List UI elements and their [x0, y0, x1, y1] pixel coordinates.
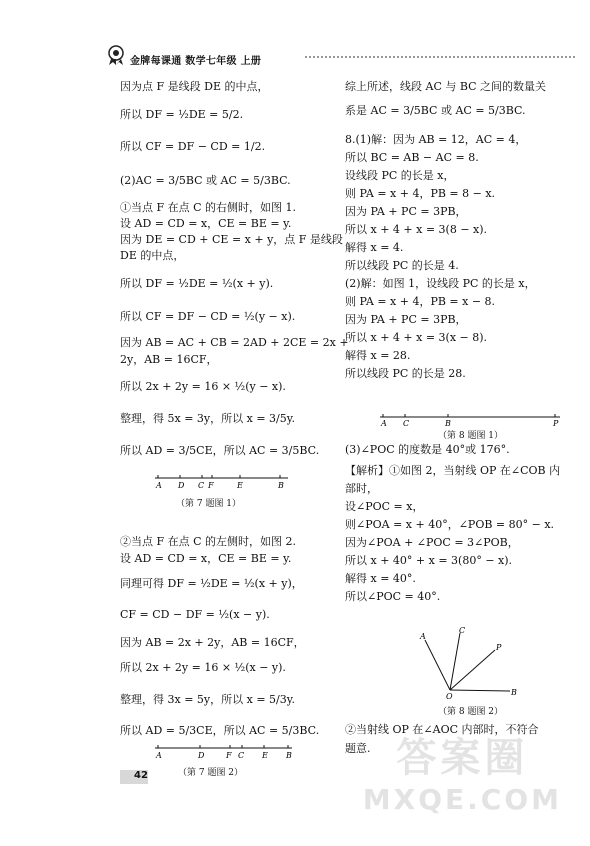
fig-label: C: [403, 419, 410, 428]
text-line: 解得 x = 40°.: [345, 572, 416, 585]
page-number-badge: [120, 770, 148, 784]
text-line: (2)AC = 3/5BC 或 AC = 5/3BC.: [120, 174, 291, 187]
text-line: 所以线段 PC 的长是 4.: [345, 259, 459, 272]
fig-label: O: [446, 692, 453, 700]
header-title: 金牌每课通 数学七年级 上册: [130, 56, 262, 67]
text-line: 所以 x + 4 + x = 3(8 − x).: [345, 223, 488, 236]
fig-label: F: [208, 481, 214, 490]
fig8-1-caption: （第 8 题图 1）: [438, 431, 504, 441]
text-line: 题意.: [345, 742, 371, 755]
book-logo-icon: [104, 44, 128, 66]
fig7-1-caption: （第 7 题图 1）: [176, 499, 242, 509]
text-line: 所以 2x + 2y = 16 × ½(x − y).: [120, 661, 286, 674]
fig-label: A: [156, 751, 162, 760]
fig7-2-caption: （第 7 题图 2）: [178, 768, 244, 778]
text-line: (3)∠POC 的度数是 40°或 176°.: [345, 443, 510, 456]
watermark-line1: 答案圈: [396, 735, 529, 781]
text-line: 所以 x + 4 + x = 3(x − 8).: [345, 331, 488, 344]
text-line: DE 的中点，: [120, 249, 185, 262]
fig-label: P: [553, 419, 559, 428]
fig8-2-caption: （第 8 题图 2）: [438, 707, 504, 717]
text-line: 设∠POC = x，: [345, 500, 424, 513]
text-line: 解得 x = 4.: [345, 241, 404, 254]
text-line: 所以 AD = 3/5CE，所以 AC = 3/5BC.: [120, 444, 320, 457]
text-line: 因为∠POA + ∠POC = 3∠POB，: [345, 536, 519, 549]
text-line: 则∠POA = x + 40°，∠POB = 80° − x.: [345, 518, 555, 531]
fig-label: A: [156, 481, 162, 490]
fig-label: B: [445, 419, 451, 428]
figure-8-1: [375, 408, 565, 430]
text-line: 所以 CF = DF − CD = 1/2.: [120, 140, 266, 153]
text-line: 设线段 PC 的长是 x，: [345, 169, 455, 182]
text-line: 8.(1)解：因为 AB = 12，AC = 4，: [345, 133, 527, 146]
watermark-line2: MXQE.COM: [362, 783, 562, 816]
figure-8-2: [415, 625, 525, 700]
text-line: 所以 CF = DF − CD = ½(y − x).: [120, 310, 296, 323]
text-line: 所以线段 PC 的长是 28.: [345, 367, 466, 380]
text-line: 因为 PA + PC = 3PB，: [345, 205, 467, 218]
text-line: 所以 DF = ½DE = 5/2.: [120, 108, 244, 121]
text-line: 则 PA = x + 4，PB = x − 8.: [345, 295, 496, 308]
text-line: ①当点 F 在点 C 的右侧时，如图 1.: [120, 201, 297, 214]
text-line: 综上所述，线段 AC 与 BC 之间的数量关: [345, 80, 547, 93]
figure-7-2: [150, 740, 295, 762]
text-line: 所以 AD = 5/3CE，所以 AC = 5/3BC.: [120, 724, 320, 737]
text-line: 所以∠POC = 40°.: [345, 590, 441, 603]
page-number: 42: [134, 770, 148, 781]
header-rule: [305, 56, 575, 58]
text-line: 因为 AB = 2x + 2y，AB = 16CF，: [120, 636, 305, 649]
text-line: 所以 BC = AB − AC = 8.: [345, 151, 479, 164]
fig-label: D: [178, 481, 185, 490]
fig-label: A: [420, 632, 426, 641]
figure-7-1: [150, 470, 295, 492]
fig-label: P: [496, 643, 502, 652]
text-line: ②当点 F 在点 C 的左侧时，如图 2.: [120, 535, 297, 548]
fig-label: E: [237, 481, 243, 490]
text-line: 系是 AC = 3/5BC 或 AC = 5/3BC.: [345, 104, 526, 117]
text-line: 整理，得 3x = 5y，所以 x = 5/3y.: [120, 693, 295, 706]
text-line: 解得 x = 28.: [345, 349, 411, 362]
text-line: (2)解：如图 1，设线段 PC 的长是 x，: [345, 277, 536, 290]
text-line: ②当射线 OP 在∠AOC 内部时，不符合: [345, 723, 539, 736]
text-line: 则 PA = x + 4，PB = 8 − x.: [345, 187, 496, 200]
text-line: 同理可得 DF = ½DE = ½(x + y)，: [120, 577, 303, 590]
fig-label: F: [226, 751, 232, 760]
fig-label: C: [238, 751, 245, 760]
text-line: CF = CD − DF = ½(x − y).: [120, 608, 270, 621]
text-line: 因为 PA + PC = 3PB，: [345, 313, 467, 326]
text-line: 所以 DF = ½DE = ½(x + y).: [120, 277, 274, 290]
text-line: 所以 x + 40° + x = 3(80° − x).: [345, 554, 513, 567]
text-line: 因为点 F 是线段 DE 的中点，: [120, 80, 269, 93]
fig-label: C: [459, 626, 466, 635]
text-line: 设 AD = CD = x，CE = BE = y.: [120, 217, 292, 230]
text-line: 部时，: [345, 482, 378, 495]
text-line: 设 AD = CD = x，CE = BE = y.: [120, 552, 292, 565]
text-line: 因为 AB = AC + CB = 2AD + 2CE = 2x +: [120, 336, 349, 349]
fig-label: B: [278, 481, 284, 490]
text-line: 因为 DE = CD + CE = x + y，点 F 是线段: [120, 233, 343, 246]
text-line: 所以 2x + 2y = 16 × ½(y − x).: [120, 380, 286, 393]
fig-label: C: [198, 481, 205, 490]
fig-label: A: [381, 419, 387, 428]
watermark: [363, 726, 562, 816]
text-line: 整理，得 5x = 3y，所以 x = 3/5y.: [120, 412, 295, 425]
fig-label: B: [511, 688, 517, 697]
fig-label: E: [262, 751, 268, 760]
fig-label: D: [198, 751, 205, 760]
text-line: 2y，AB = 16CF，: [120, 353, 218, 366]
fig-label: B: [286, 751, 292, 760]
text-line: 【解析】①如图 2，当射线 OP 在∠COB 内: [345, 464, 561, 477]
